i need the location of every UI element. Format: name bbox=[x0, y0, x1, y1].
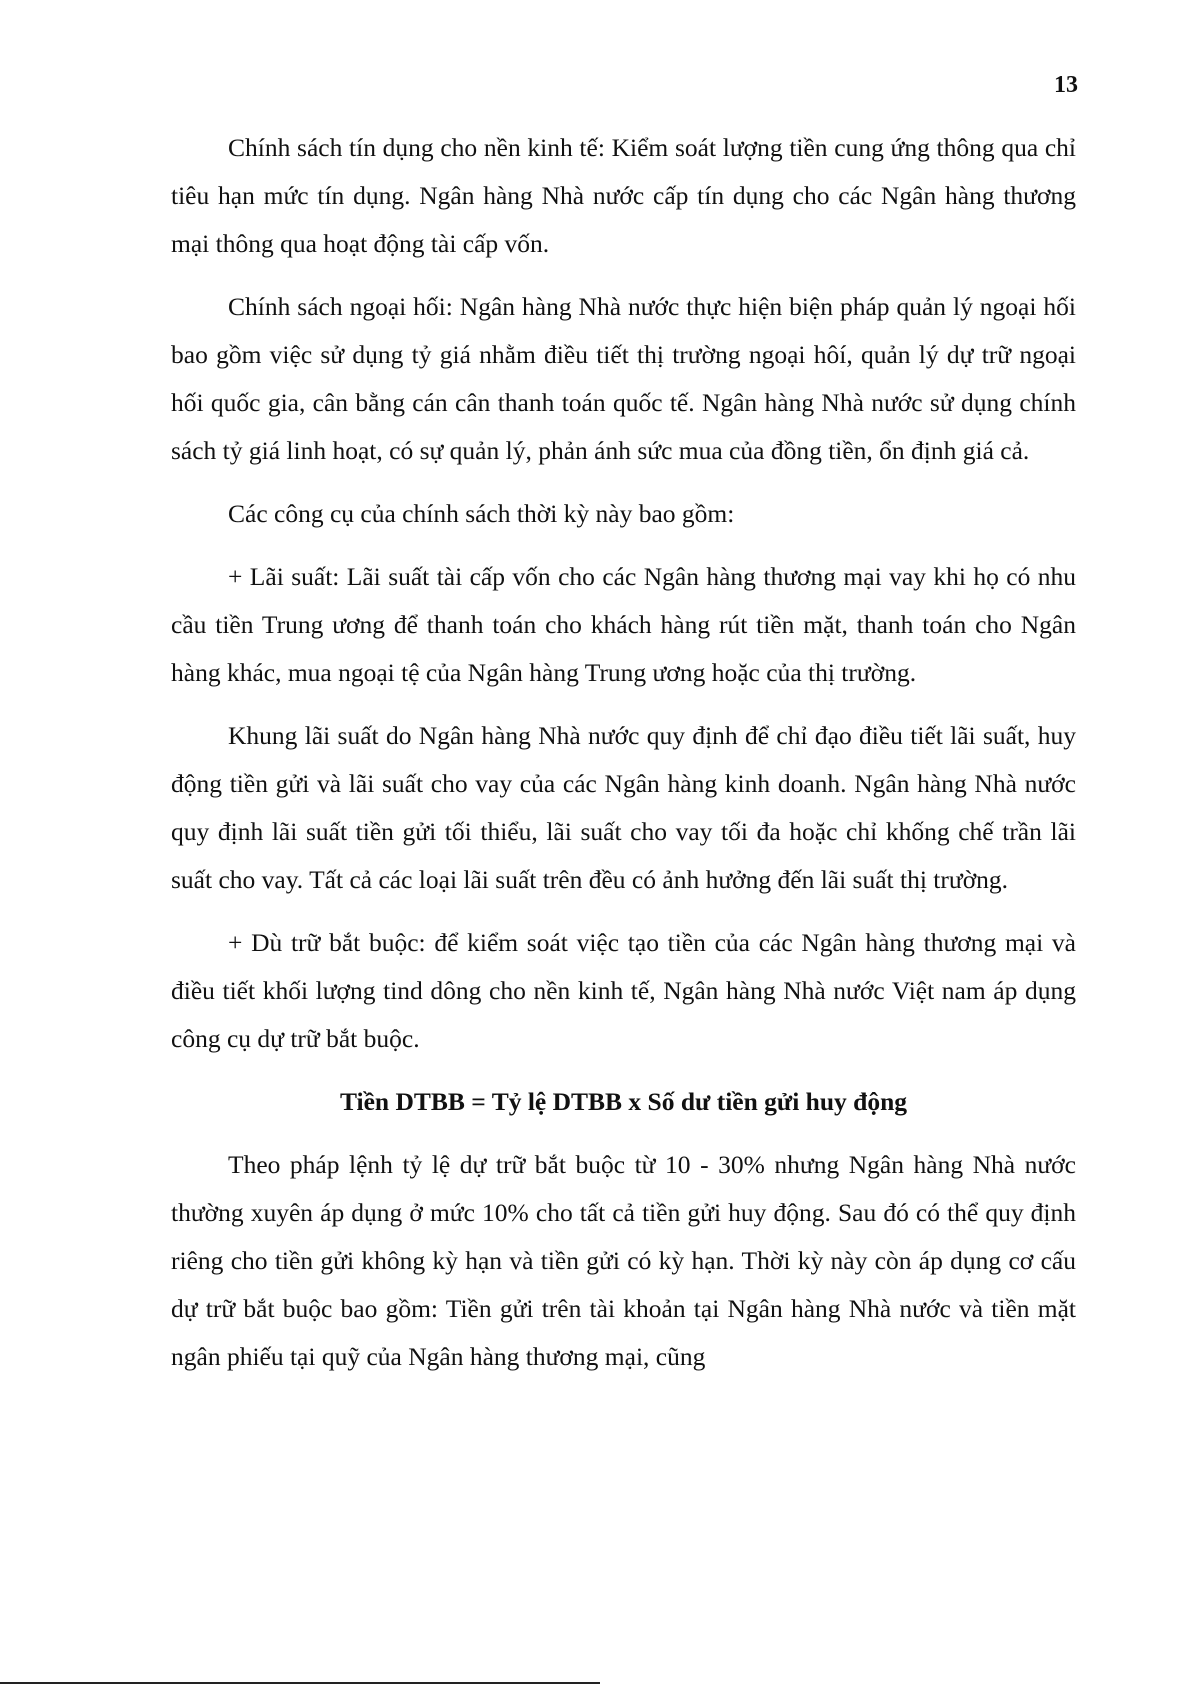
document-body bbox=[171, 124, 1076, 1396]
reserve-formula: Tiền DTBB = Tỷ lệ DTBB x Số dư tiền gửi huy động bbox=[339, 1087, 908, 1116]
paragraph-reserve-requirement: + Dù trữ bắt buộc: để kiểm soát việc tạo tiền của các Ngân hàng thương mại và điều tiết khối lượng tind dông cho nền kinh tế, Ngân hàng Nhà nước Việt nam áp dụng công cụ dự trữ bắt buộc. bbox=[171, 928, 1076, 1053]
paragraph-forex-policy: Chính sách ngoại hối: Ngân hàng Nhà nước thực hiện biện pháp quản lý ngoại hối bao gồm việc sử dụng tỷ giá nhằm điều tiết thị trường ngoại hôí, quản lý dự trữ ngoại hối quốc gia, cân bằng cán cân thanh toán quốc tế. Ngân hàng Nhà nước sử dụng chính sách tỷ giá linh hoạt, có sự quản lý, phản ánh sức mua của đồng tiền, ổn định giá cả. bbox=[171, 292, 1076, 465]
footer-divider bbox=[0, 1682, 600, 1684]
paragraph-reserve-ratio: Theo pháp lệnh tỷ lệ dự trữ bắt buộc từ 10 - 30% nhưng Ngân hàng Nhà nước thường xuyên áp dụng ở mức 10% cho tất cả tiền gửi huy động. Sau đó có thể quy định riêng cho tiền gửi không kỳ hạn và tiền gửi có kỳ hạn. Thời kỳ này còn áp dụng cơ cấu dự trữ bắt buộc bao gồm: Tiền gửi trên tài khoản tại Ngân hàng Nhà nước và tiền mặt ngân phiếu tại quỹ của Ngân hàng thương mại, cũng bbox=[171, 1150, 1076, 1371]
paragraph-interest-rate: + Lãi suất: Lãi suất tài cấp vốn cho các Ngân hàng thương mại vay khi họ có nhu cầu tiền Trung ương để thanh toán cho khách hàng rút tiền mặt, thanh toán cho Ngân hàng khác, mua ngoại tệ của Ngân hàng Trung ương hoặc của thị trường. bbox=[171, 562, 1076, 687]
page-number: 13 bbox=[1054, 72, 1078, 98]
paragraph-interest-framework: Khung lãi suất do Ngân hàng Nhà nước quy định để chỉ đạo điều tiết lãi suất, huy động tiền gửi và lãi suất cho vay của các Ngân hàng kinh doanh. Ngân hàng Nhà nước quy định lãi suất tiền gửi tối thiểu, lãi suất cho vay tối đa hoặc chỉ khống chế trần lãi suất cho vay. Tất cả các loại lãi suất trên đều có ảnh hưởng đến lãi suất thị trường. bbox=[171, 721, 1076, 894]
paragraph-credit-policy: Chính sách tín dụng cho nền kinh tế: Kiểm soát lượng tiền cung ứng thông qua chỉ tiêu hạn mức tín dụng. Ngân hàng Nhà nước cấp tín dụng cho các Ngân hàng thương mại thông qua hoạt động tài cấp vốn. bbox=[171, 133, 1076, 258]
paragraph-policy-tools: Các công cụ của chính sách thời kỳ này bao gồm: bbox=[228, 499, 735, 528]
